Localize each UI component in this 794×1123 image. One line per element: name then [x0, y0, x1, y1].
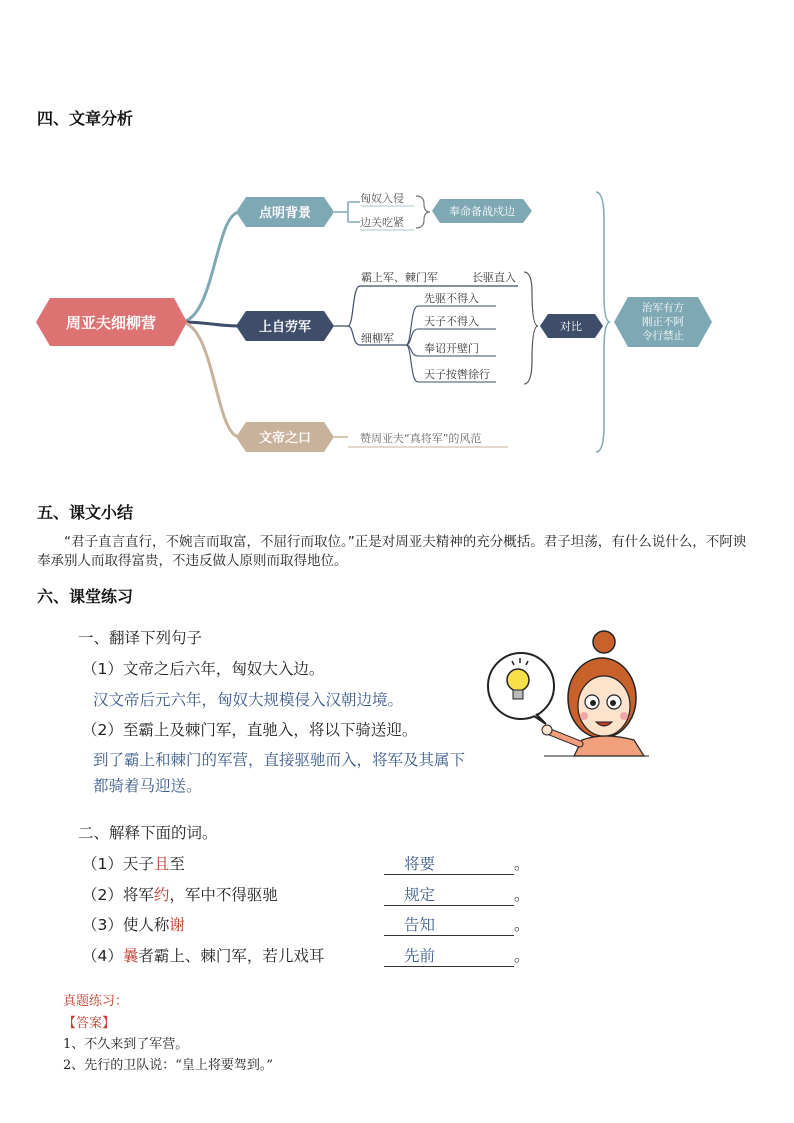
answer-label: 【答案】: [63, 1016, 116, 1031]
branch2-group1-note: 长驱直入: [472, 271, 516, 284]
connector-3: [180, 322, 240, 437]
branch3-note: 赞周亚夫“真将军”的风范: [360, 432, 482, 445]
branch2-group2-label: 细柳军: [361, 332, 394, 345]
conclusion-line-1: 治军有方: [642, 302, 684, 314]
branch2-item-4: 天子按辔徐行: [424, 368, 490, 381]
branch1-item-1: 匈奴入侵: [360, 192, 404, 205]
practice-line-2: 2、先行的卫队说：“皇上将要驾到。”: [63, 1058, 274, 1073]
lightbulb-icon: [507, 669, 529, 691]
practice-title: 真题练习：: [63, 994, 129, 1009]
part2-answer-3: 告知 。: [384, 913, 530, 936]
part2-item-1: （1）天子且至: [82, 855, 185, 873]
section5-title: 五、课文小结: [37, 503, 134, 522]
conclusion-line-3: 令行禁止: [642, 330, 684, 342]
girl-with-lightbulb-illustration: [484, 628, 656, 758]
part2-item-2: （2）将军约，军中不得驱驰: [82, 886, 278, 904]
branch2-result: 对比: [560, 320, 582, 333]
part1-a2-line1: 到了霸上和棘门的军营，直接驱驰而入，将军及其属下: [93, 751, 466, 769]
brace-2: [524, 272, 538, 384]
conclusion-line-2: 刚正不阿: [642, 316, 684, 328]
part2-item-3: （3）使人称谢: [82, 916, 185, 934]
section5-text: “君子直言直行，不婉言而取富，不屈行而取位。”正是对周亚夫精神的充分概括。君子坦荡，有什么说什么，不阿谀奉承别人而取得富贵，不违反做人原则而取得地位。: [37, 534, 747, 569]
brace-1: [416, 196, 430, 228]
branch2-group1-label: 霸上军、棘门军: [361, 271, 438, 284]
keyword-1: 且: [153, 855, 170, 873]
keyword-4: 曩: [122, 947, 139, 965]
connector-1: [180, 212, 240, 322]
part1-q2: （2）至霸上及棘门军，直驰入，将以下骑送迎。: [82, 721, 418, 739]
branch1-result: 奉命备战戍边: [449, 205, 515, 218]
part2-title: 二、解释下面的词。: [78, 824, 218, 842]
branch-label-1: 点明背景: [258, 206, 312, 221]
part1-a1: 汉文帝后元六年，匈奴大规模侵入汉朝边境。: [93, 691, 404, 709]
keyword-2: 约: [153, 886, 170, 904]
keyword-3: 谢: [169, 916, 185, 934]
center-label: 周亚夫细柳营: [65, 314, 157, 332]
practice-line-1: 1、不久来到了军营。: [63, 1037, 189, 1052]
branch-label-3: 文帝之口: [258, 431, 312, 446]
part2-answer-2: 规定 。: [384, 883, 530, 906]
branch2-item-3: 奉诏开壁门: [424, 342, 479, 355]
part1-title: 一、翻译下列句子: [78, 629, 203, 647]
section6-title: 六、课堂练习: [37, 587, 134, 606]
part2-item-4: （4）曩者霸上、棘门军，若儿戏耳: [82, 947, 325, 965]
branch1-item-2: 边关吃紧: [360, 216, 404, 229]
part1-a2-line2: 都骑着马迎送。: [93, 777, 202, 795]
section4-title: 四、文章分析: [37, 109, 134, 128]
branch-label-2: 上自劳军: [258, 320, 312, 335]
mind-map: [30, 180, 750, 465]
part1-q1: （1）文帝之后六年，匈奴大入边。: [82, 660, 325, 678]
branch2-item-2: 天子不得入: [424, 315, 479, 328]
part2-answer-1: 将要 。: [384, 852, 530, 875]
part2-answer-4: 先前 。: [384, 944, 530, 967]
branch2-item-1: 先驱不得入: [424, 292, 479, 305]
